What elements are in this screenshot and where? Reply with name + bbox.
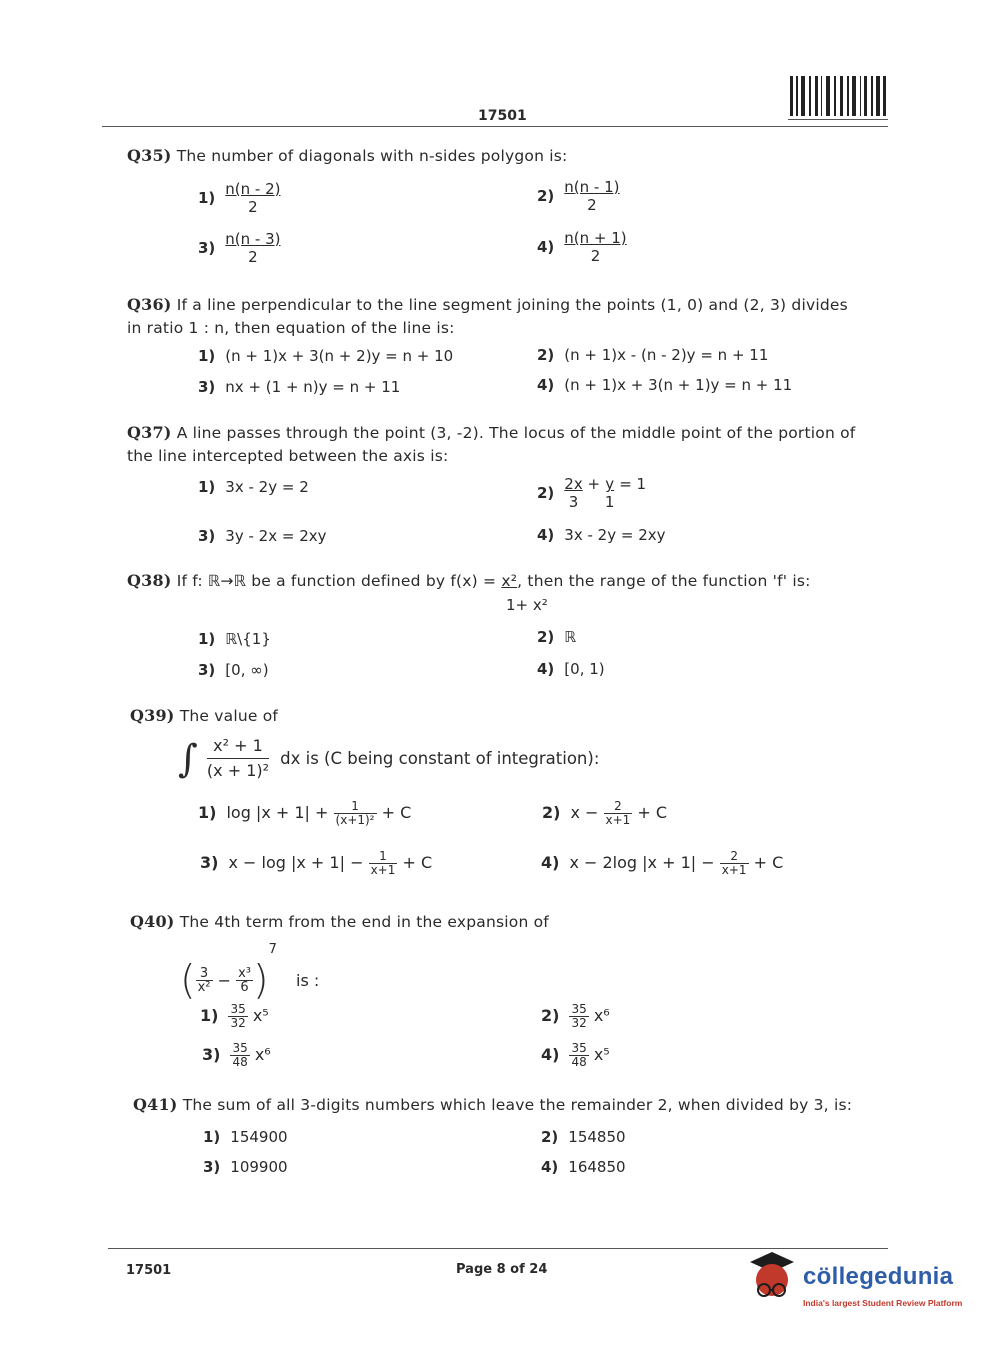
question-number: Q37) <box>127 423 172 442</box>
question-36 <box>127 293 848 340</box>
option-4[interactable]: 4) 3x - 2y = 2xy <box>537 526 666 544</box>
question-text: The value of <box>179 707 279 725</box>
option-2[interactable]: 2) $\frac{n(n - 1)}{2}$ <box>537 178 620 214</box>
option-3[interactable]: 3) $\frac{35}{48}$ x⁶ <box>202 1041 271 1069</box>
footer-code: 17501 <box>126 1263 172 1278</box>
option-1[interactable]: 1) $\frac{35}{32}$ x⁵ <box>200 1002 269 1030</box>
option-3[interactable]: 3) 109900 <box>203 1158 288 1176</box>
option-4[interactable]: 4) $\frac{35}{48}$ x⁵ <box>541 1041 610 1069</box>
logo-name: cöllegedunia <box>803 1263 954 1290</box>
option-3[interactable]: 3) $\frac{n(n - 3)}{2}$ <box>198 230 281 266</box>
option-4[interactable]: 4) $\frac{n(n + 1)}{2}$ <box>537 229 627 265</box>
question-text: The number of diagonals with n-sides polygon is: <box>176 147 568 165</box>
question-text: A line passes through the point (3, -2). The locus of the middle point of the portion of <box>176 424 856 442</box>
option-2[interactable]: 2) (n + 1)x - (n - 2)y = n + 11 <box>537 346 769 364</box>
question-number: Q40) <box>130 912 175 931</box>
fraction: $\frac{n(n + 1)}{2}$ <box>564 229 627 265</box>
question-text-cont: the line intercepted between the axis is: <box>127 447 449 465</box>
integral-expression: ∫ $\frac{\text{x² + 1}}{\text{(x + 1)²}}$ dx is (C being constant of integration): <box>178 736 600 781</box>
header-rule-right <box>788 119 888 120</box>
question-text: If f: ℝ→ℝ be a function defined by f(x) = <box>176 572 497 590</box>
fraction: $\frac{n(n - 1)}{2}$ <box>564 178 620 214</box>
question-37 <box>127 421 855 468</box>
question-number: Q39) <box>130 706 175 725</box>
fraction-bottom: 1+ x² <box>506 596 548 614</box>
page-number: Page 8 of 24 <box>456 1262 548 1277</box>
footer-rule <box>108 1248 888 1249</box>
question-41 <box>133 1093 852 1117</box>
fraction-top: x² <box>501 572 518 590</box>
option-2[interactable]: 2) $\frac{35}{32}$ x⁶ <box>541 1002 610 1030</box>
option-1[interactable]: 1) 154900 <box>203 1128 288 1146</box>
option-3[interactable]: 3) [0, ∞) <box>198 661 269 679</box>
option-1[interactable]: 1) (n + 1)x + 3(n + 2)y = n + 10 <box>198 347 454 365</box>
fraction: $\frac{n(n - 3)}{2}$ <box>225 230 281 266</box>
header-rule <box>102 126 888 127</box>
option-3[interactable]: 3) x − log |x + 1| − $\frac{1}{x+1}$ + C <box>200 849 433 877</box>
option-4[interactable]: 4) [0, 1) <box>537 660 605 678</box>
header-code: 17501 <box>478 108 527 124</box>
question-35 <box>127 144 567 168</box>
option-1[interactable]: 1) ℝ\{1} <box>198 630 271 648</box>
question-40 <box>130 910 549 934</box>
option-1[interactable]: 1) log |x + 1| + $\frac{1}{\text{(x+1)²}}$ + C <box>198 799 412 827</box>
option-1[interactable]: 1) 3x - 2y = 2 <box>198 478 309 496</box>
option-2[interactable]: 2) $\frac{2x}{3}$ + $\frac{y}{1}$ = 1 <box>537 475 647 511</box>
barcode <box>790 76 886 116</box>
option-2[interactable]: 2) 154850 <box>541 1128 626 1146</box>
question-number: Q38) <box>127 571 172 590</box>
fraction: $\frac{n(n - 2)}{2}$ <box>225 180 281 216</box>
option-2[interactable]: 2) ℝ <box>537 628 577 646</box>
question-text-cont: , then the range of the function 'f' is: <box>517 572 811 590</box>
option-4[interactable]: 4) x − 2log |x + 1| − $\frac{2}{x+1}$ + C <box>541 849 784 877</box>
question-39 <box>130 704 278 728</box>
integral-tail: dx is (C being constant of integration): <box>280 749 600 768</box>
option-3[interactable]: 3) 3y - 2x = 2xy <box>198 527 327 545</box>
question-number: Q41) <box>133 1095 178 1114</box>
question-text-cont: in ratio 1 : n, then equation of the line is: <box>127 319 455 337</box>
question-text: If a line perpendicular to the line segment joining the points (1, 0) and (2, 3) divides <box>176 296 848 314</box>
option-4[interactable]: 4) 164850 <box>541 1158 626 1176</box>
option-3[interactable]: 3) nx + (1 + n)y = n + 11 <box>198 378 401 396</box>
option-2[interactable]: 2) x − $\frac{2}{x+1}$ + C <box>542 799 668 827</box>
collegedunia-mascot-icon <box>742 1250 802 1308</box>
question-text: The 4th term from the end in the expansion of <box>179 913 549 931</box>
option-4[interactable]: 4) (n + 1)x + 3(n + 1)y = n + 11 <box>537 376 793 394</box>
binomial-expression: ( $\frac{3}{\text{x²}}$ − $\frac{\text{x³}}{6}$ )$^7$ is : <box>180 942 320 1004</box>
option-1[interactable]: 1) $\frac{n(n - 2)}{2}$ <box>198 180 281 216</box>
question-number: Q35) <box>127 146 172 165</box>
integral-sign: ∫ <box>178 736 198 781</box>
question-text: The sum of all 3-digits numbers which leave the remainder 2, when divided by 3, is: <box>182 1096 853 1114</box>
question-number: Q36) <box>127 295 172 314</box>
logo-tagline: India's largest Student Review Platform <box>803 1298 963 1308</box>
question-38 <box>127 569 811 593</box>
